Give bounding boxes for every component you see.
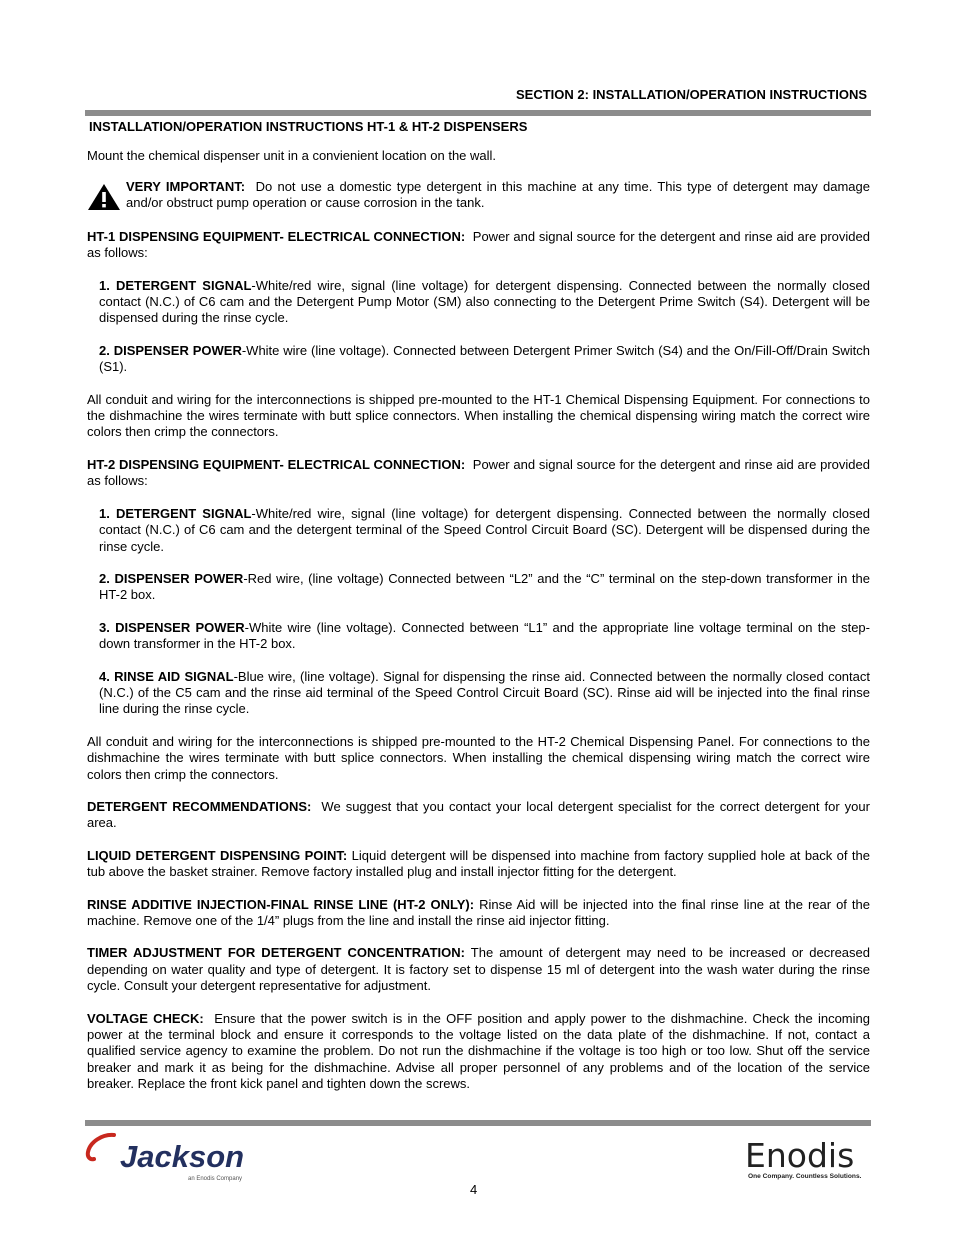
timer-adjustment [87, 945, 870, 994]
header-rule [85, 110, 871, 116]
enodis-logo [744, 1135, 870, 1180]
paragraph-text: We suggest that you contact your local detergent specialist for the correct detergent for your area. [87, 798, 870, 831]
paragraph-text: The amount of detergent may need to be increased or decreased depending on water quality and type of detergent. It is factory set to dispense 15 ml of detergent into the wash water during the rinse cycle. Consult your detergent representative for adjustment. [87, 945, 870, 994]
jackson-logo [84, 1128, 264, 1184]
ht2-item-label: 3. DISPENSER POWER [99, 619, 245, 635]
paragraph-text: Liquid detergent will be dispensed into machine from factory supplied hole at back of the tub above the basket strainer. Remove factory installed plug and install injector fitting for the detergent. [87, 847, 870, 880]
voltage-check [87, 1011, 870, 1093]
liquid-detergent-point [87, 848, 870, 881]
footer-rule [85, 1120, 871, 1126]
enodis-logo-text: Enodis [745, 1136, 855, 1175]
ht2-item-label: 2. DISPENSER POWER [99, 570, 244, 586]
ht2-item-label: 1. DETERGENT SIGNAL [99, 505, 252, 521]
ht2-paragraph [87, 457, 870, 490]
ht2-item-text: -White/red wire, signal (line voltage) for detergent dispensing. Connected between the normally closed contact (N.C.) of C6 cam and the detergent terminal of the Speed Control Circuit Board (SC). Detergent will be dispensed during the rinse cycle. [99, 505, 870, 554]
detergent-recommendations [87, 799, 870, 832]
ht1-paragraph [87, 229, 870, 262]
warning-block [87, 179, 870, 213]
ht2-item [87, 506, 870, 555]
ht1-item-label: 2. DISPENSER POWER [99, 342, 242, 358]
ht1-text: Power and signal source for the detergent and rinse aid are provided as follows: [87, 228, 870, 261]
ht2-item [87, 571, 870, 604]
ht1-heading: HT-1 DISPENSING EQUIPMENT- ELECTRICAL CONNECTION: [87, 228, 466, 244]
ht2-item-text: -White wire (line voltage). Connected between “L1” and the appropriate line voltage terminal on the step-down transformer in the HT-2 box. [99, 619, 870, 652]
ht2-item [87, 620, 870, 653]
ht1-item-text: -White/red wire, signal (line voltage) for detergent dispensing. Connected between the normally closed contact (N.C.) of C6 cam and the Detergent Pump Motor (SM) also connecting to the Detergent Prime Switch (S4). Detergent will be dispensed during the rinse cycle. [99, 277, 870, 326]
jackson-logo-swoosh [88, 1135, 114, 1159]
enodis-logo-tagline: One Company. Countless Solutions. [748, 1173, 862, 1180]
warning-text: Do not use a domestic type detergent in this machine at any time. This type of detergent may damage and/or obstruct pump operation or cause corrosion in the tank. [126, 178, 870, 211]
ht1-note: All conduit and wiring for the interconnections is shipped pre-mounted to the HT-1 Chemical Dispensing Equipment. For connections to the dishmachine the wires terminate with butt splice connectors. When installing the chemical dispensing wiring match the correct wire colors then crimp the connectors. [87, 391, 870, 440]
paragraph-label: RINSE ADDITIVE INJECTION-FINAL RINSE LINE (HT-2 ONLY): [87, 896, 475, 912]
page-number: 4 [470, 1182, 478, 1197]
paragraph-text: Ensure that the power switch is in the OFF position and apply power to the dishmachine. Check the incoming power at the terminal block and ensure it corresponds to the voltage listed on the data plate of the dishmachine. If not, contact a qualified service agency to examine the problem. Do not run the dishmachine if the voltage is too high or too low. Shut off the service breaker and mark it as being for the dishmachine. Advise all proper personnel of any problems and of the location of the service breaker. Replace the front kick panel and tighten down the screws. [87, 1010, 870, 1092]
jackson-logo-subtext: an Enodis Company [188, 1176, 243, 1182]
rinse-additive-injection [87, 897, 870, 930]
ht1-item-label: 1. DETERGENT SIGNAL [99, 277, 252, 293]
ht2-item-text: -Red wire, (line voltage) Connected between “L2” and the “C” terminal on the step-down transformer in the HT-2 box. [99, 570, 870, 603]
page-title: INSTALLATION/OPERATION INSTRUCTIONS HT-1 & HT-2 DISPENSERS [89, 119, 528, 134]
ht1-item [87, 343, 870, 376]
paragraph-label: LIQUID DETERGENT DISPENSING POINT: [87, 847, 348, 863]
intro-paragraph: Mount the chemical dispenser unit in a convienient location on the wall. [87, 148, 497, 164]
ht2-text: Power and signal source for the detergent and rinse aid are provided as follows: [87, 456, 870, 489]
ht2-item [87, 669, 870, 718]
section-header: SECTION 2: INSTALLATION/OPERATION INSTRUCTIONS [516, 87, 867, 102]
ht2-item-label: 4. RINSE AID SIGNAL [99, 668, 234, 684]
paragraph-label: DETERGENT RECOMMENDATIONS: [87, 798, 312, 814]
ht1-item [87, 278, 870, 327]
warning-icon [87, 183, 121, 211]
paragraph-label: TIMER ADJUSTMENT FOR DETERGENT CONCENTRATION: [87, 945, 465, 961]
ht2-heading: HT-2 DISPENSING EQUIPMENT- ELECTRICAL CONNECTION: [87, 456, 466, 472]
ht1-item-text: -White wire (line voltage). Connected between Detergent Primer Switch (S4) and the On/Fill-Off/Drain Switch (S1). [99, 342, 870, 375]
paragraph-text: Rinse Aid will be injected into the final rinse line at the rear of the machine. Remove one of the 1/4” plugs from the line and install the rinse aid injector fitting. [87, 896, 870, 928]
paragraph-label: VOLTAGE CHECK: [87, 1010, 204, 1026]
ht2-note: All conduit and wiring for the interconnections is shipped pre-mounted to the HT-2 Chemical Dispensing Panel. For connections to the dishmachine the wires terminate with butt splice connectors. When installing the chemical dispensing wiring match the correct wire colors then crimp the connectors. [87, 733, 870, 782]
warning-label: VERY IMPORTANT: [126, 178, 246, 194]
ht2-item-text: -Blue wire, (line voltage). Signal for dispensing the rinse aid. Connected between the normally closed contact (N.C.) of the C5 cam and the rinse aid terminal of the Speed Control Circuit Board (SC). Rinse aid will be injected into the final rinse line during the rinse cycle. [99, 668, 870, 717]
page-content [87, 119, 870, 1093]
jackson-logo-text: Jackson [120, 1139, 245, 1174]
